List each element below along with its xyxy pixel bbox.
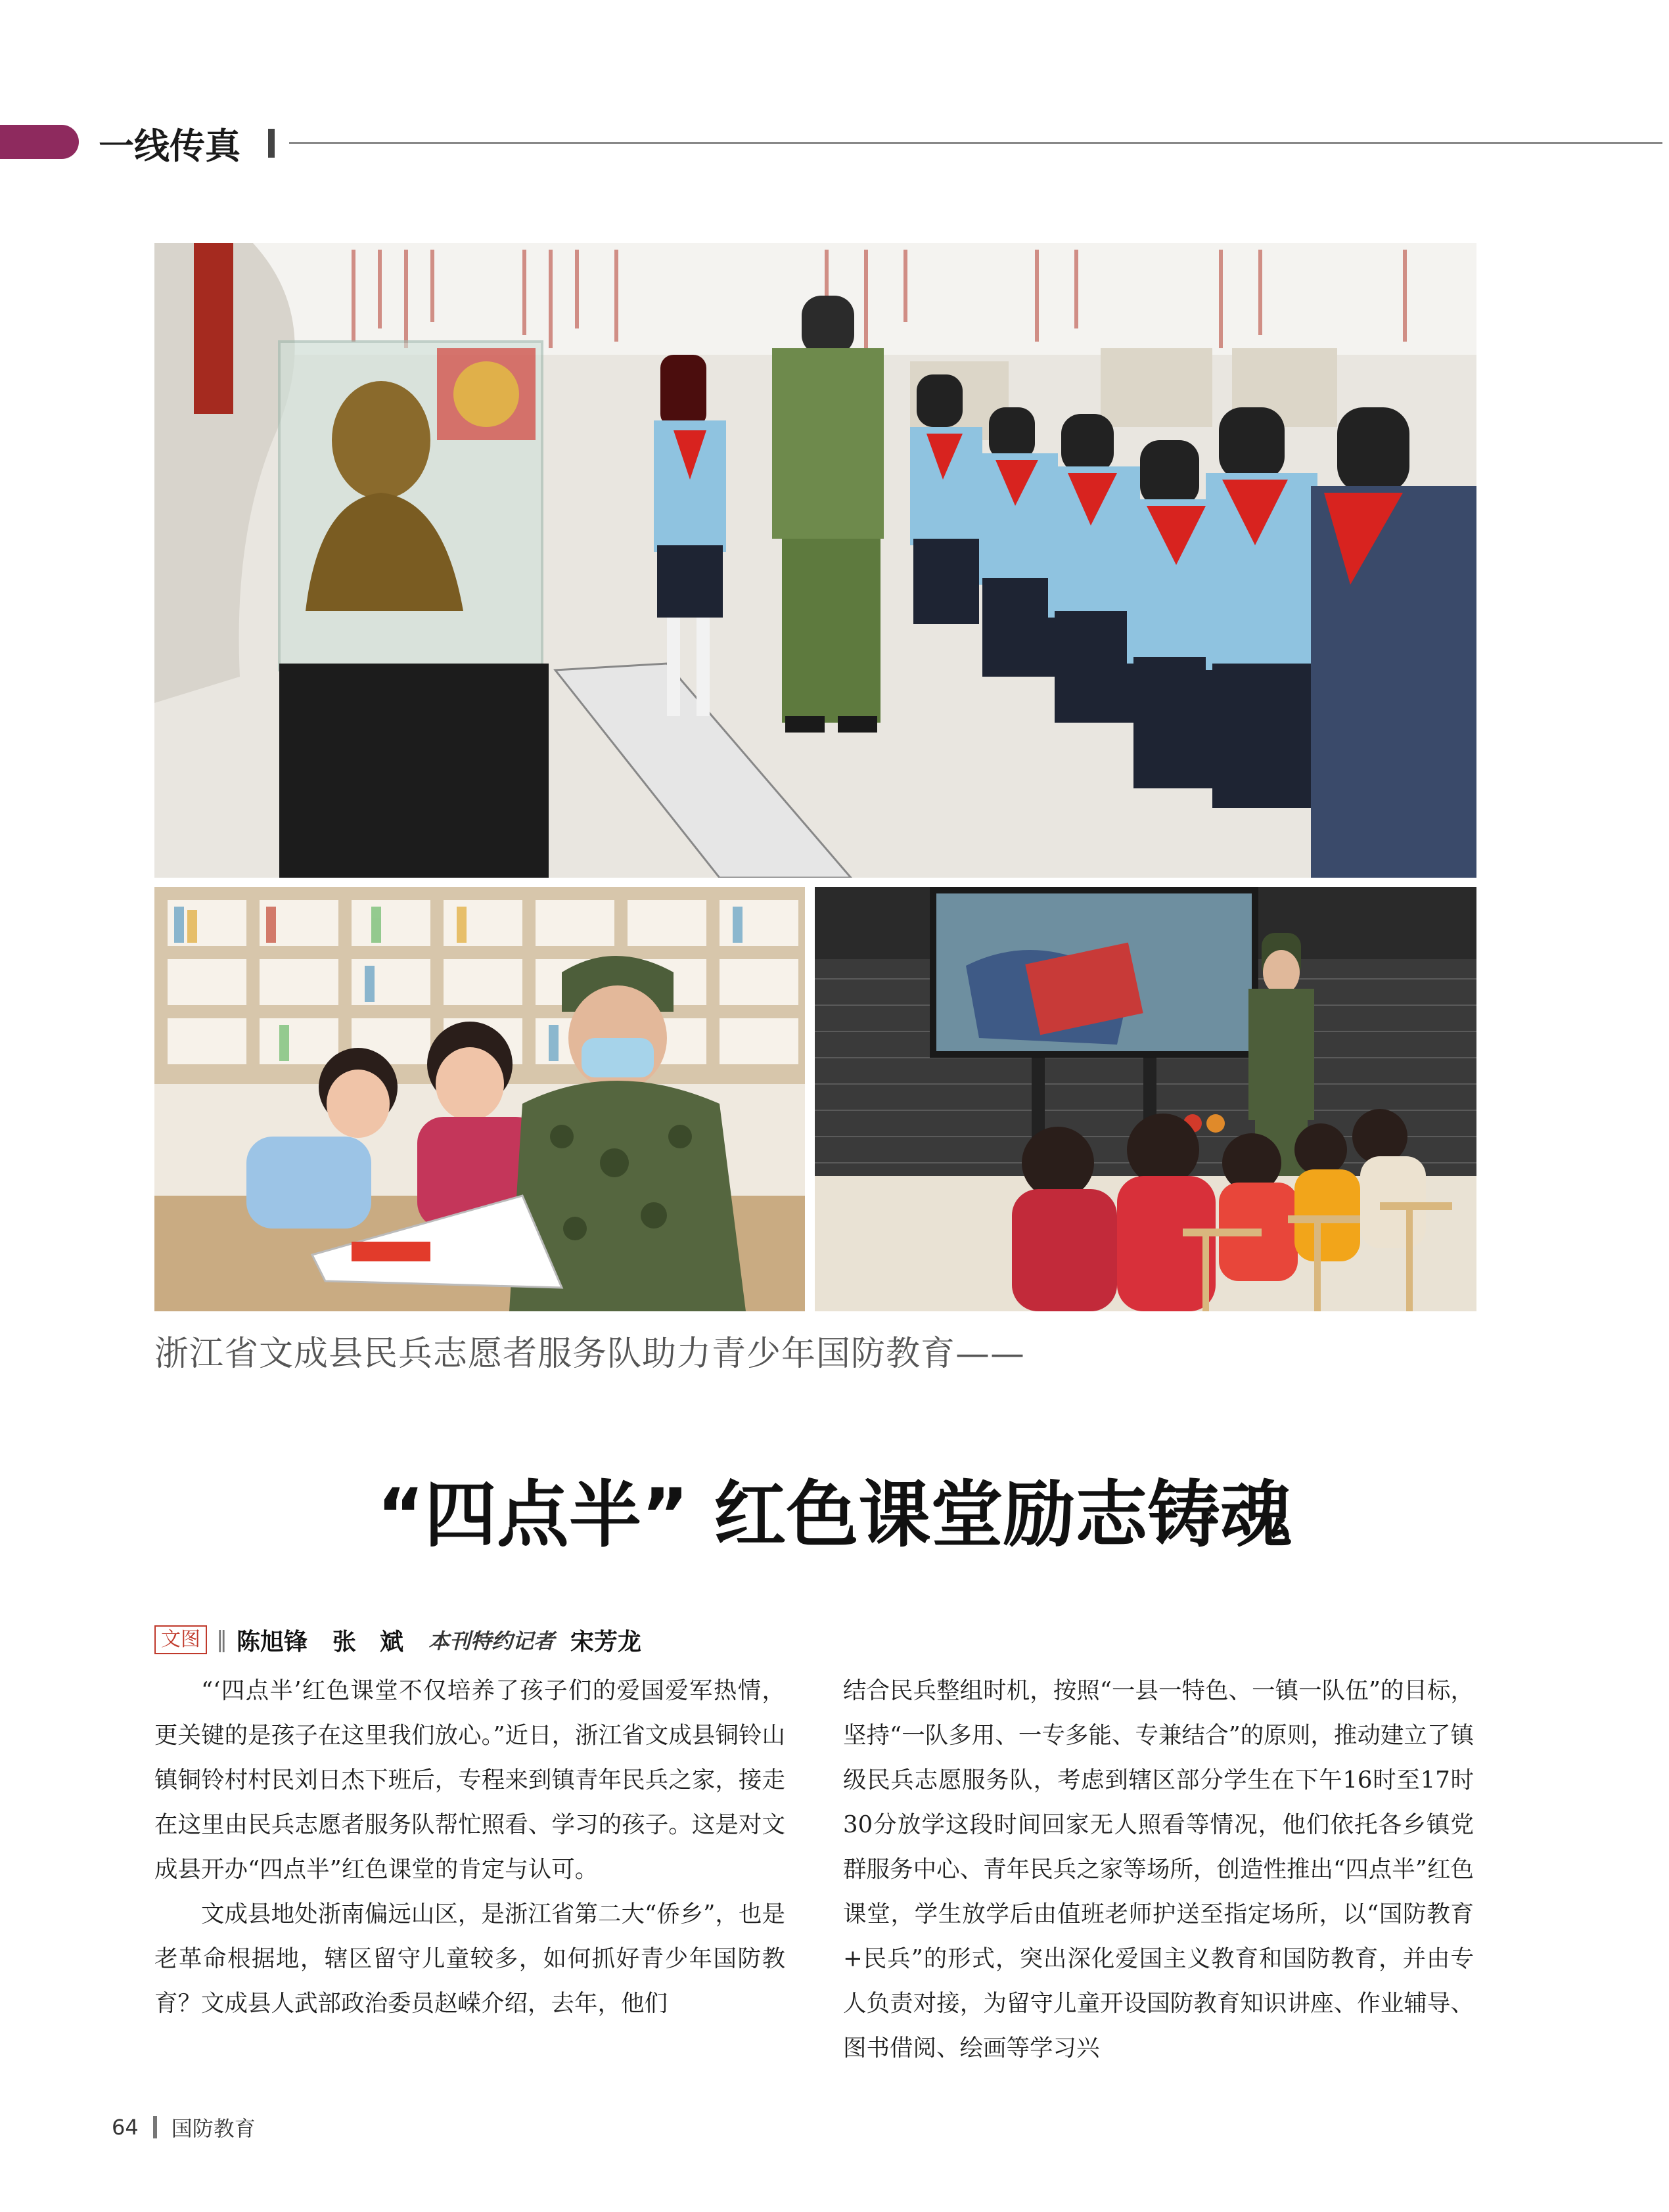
section-accent-tab — [0, 125, 79, 159]
page-footer — [112, 2112, 256, 2142]
footer-divider — [153, 2116, 157, 2138]
photo-library-reading — [154, 887, 805, 1311]
byline-author: 陈旭锋 — [237, 1628, 308, 1656]
byline-role: 本刊特约记者 — [428, 1629, 555, 1654]
byline-tag: 文图 — [154, 1625, 207, 1654]
body-column-right — [843, 1669, 1474, 2071]
photo-classroom-screen — [815, 887, 1476, 1311]
byline — [154, 1624, 666, 1656]
magazine-name: 国防教育 — [171, 2116, 256, 2141]
article-subtitle: 浙江省文成县民兵志愿者服务队助力青少年国防教育—— — [154, 1334, 1026, 1374]
body-paragraph: 文成县地处浙南偏远山区，是浙江省第二大“侨乡”，也是老革命根据地，辖区留守儿童较多，如何抓好青少年国防教育？文成县人武部政治委员赵嵘介绍，去年，他们 — [154, 1901, 785, 2017]
section-label: 一线传真 — [99, 125, 240, 167]
byline-separator: ‖ — [216, 1627, 227, 1653]
byline-author: 张 斌 — [332, 1628, 404, 1656]
body-paragraph: 结合民兵整组时机，按照“一县一特色、一镇一队伍”的目标，坚持“一队多用、一专多能、专兼结合”的原则，推动建立了镇级民兵志愿服务队，考虑到辖区部分学生在下午16时至17时30分放学这段时间回家无人照看等情况，他们依托各乡镇党群服务中心、青年民兵之家等场所，创造性推出“四点半”红色课堂，学生放学后由值班老师护送至指定场所，以“国防教育+民兵”的形式，突出深化爱国主义教育和国防教育，并由专人负责对接，为留守儿童开设国防教育知识讲座、作业辅导、图书借阅、绘画等学习兴 — [843, 1677, 1474, 2062]
body-paragraph: “‘四点半’红色课堂不仅培养了孩子们的爱国爱军热情，更关键的是孩子在这里我们放心。”近日，浙江省文成县铜铃山镇铜铃村村民刘日杰下班后，专程来到镇青年民兵之家，接走在这里由民兵志愿者服务队帮忙照看、学习的孩子。这是对文成县开办“四点半”红色课堂的肯定与认可。 — [154, 1677, 785, 1883]
section-divider-bar — [268, 129, 275, 158]
header-rule — [289, 142, 1662, 144]
body-column-left — [154, 1669, 785, 2026]
photo-museum-visit — [154, 243, 1476, 878]
page-number: 64 — [112, 2115, 139, 2140]
byline-reporter: 宋芳龙 — [570, 1628, 642, 1656]
article-title: “四点半” 红色课堂励志铸魂 — [377, 1473, 1292, 1557]
